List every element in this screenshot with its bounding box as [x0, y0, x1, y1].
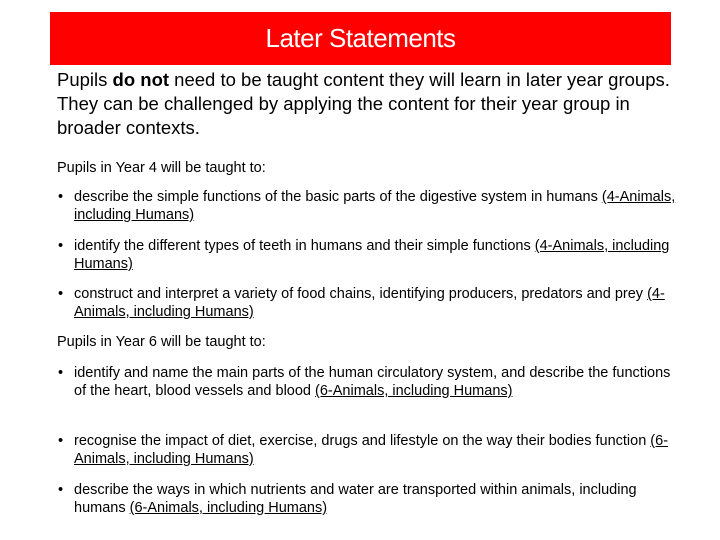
list-item — [57, 432, 677, 468]
item-ref: (6-Animals, including Humans) — [129, 500, 328, 516]
item-text: identify the different types of teeth in humans and their simple functions — [74, 238, 535, 254]
list-item — [57, 188, 677, 224]
item-text: describe the ways in which nutrients and water are transported within animals, including humans — [74, 482, 637, 516]
list-item — [57, 285, 677, 321]
bullet-icon: • — [58, 433, 64, 449]
bullet-icon: • — [58, 286, 64, 302]
intro-paragraph — [57, 68, 687, 140]
page-title: Later Statements — [265, 23, 456, 53]
bullet-icon: • — [58, 365, 64, 381]
intro-part2: need to be taught content they will learn in later year groups. They can be challenged by applying the content for their year group in broader contexts. — [57, 69, 670, 138]
bullet-icon: • — [58, 189, 64, 205]
bullet-icon: • — [58, 238, 64, 254]
list-item — [57, 481, 677, 517]
item-ref: (6-Animals, including Humans) — [74, 433, 669, 467]
year4-lead: Pupils in Year 4 will be taught to: — [57, 160, 266, 176]
item-ref: (4-Animals, including Humans) — [74, 238, 670, 272]
item-text: recognise the impact of diet, exercise, drugs and lifestyle on the way their bodies function — [74, 433, 651, 449]
item-ref: (4-Animals, including Humans) — [74, 189, 676, 223]
year6-lead: Pupils in Year 6 will be taught to: — [57, 334, 266, 350]
item-ref: (6-Animals, including Humans) — [315, 383, 513, 399]
item-text: identify and name the main parts of the human circulatory system, and describe the functions of the heart, blood vessels and blood — [74, 365, 671, 399]
item-text: construct and interpret a variety of food chains, identifying producers, predators and prey — [74, 286, 648, 302]
title-bar — [50, 12, 671, 65]
intro-part1: Pupils — [57, 69, 113, 90]
intro-emphasis: do not — [112, 69, 170, 90]
bullet-icon: • — [58, 482, 64, 498]
item-text: describe the simple functions of the basic parts of the digestive system in humans — [74, 189, 602, 205]
list-item — [57, 237, 677, 273]
item-ref: (4-Animals, including Humans) — [74, 286, 665, 320]
list-item — [57, 364, 677, 400]
